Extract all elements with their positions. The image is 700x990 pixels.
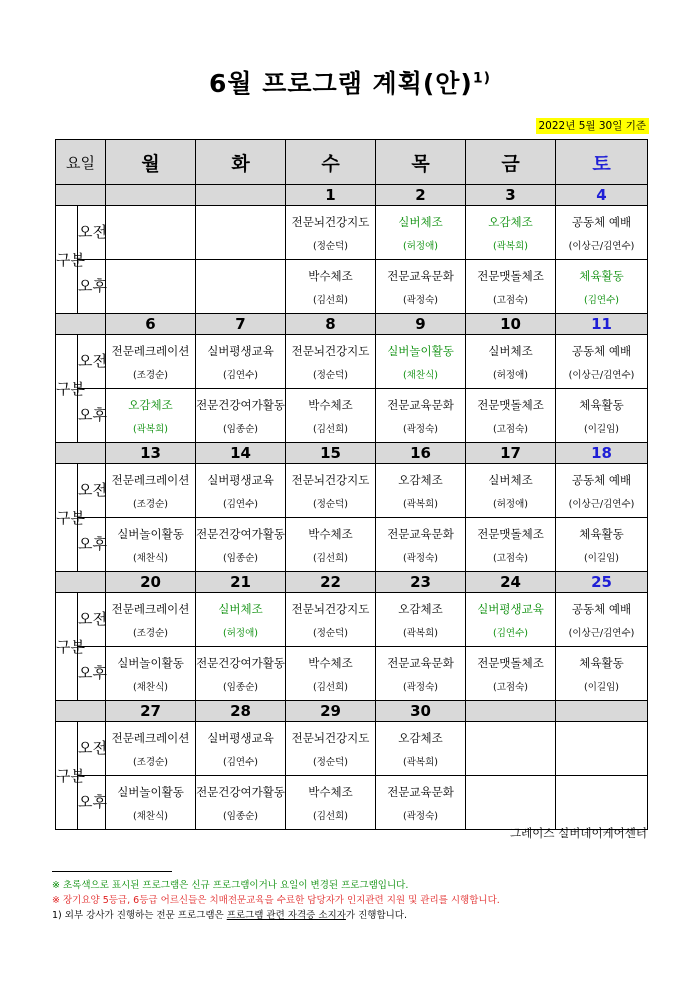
note-instructor-prefix: 1) 외부 강사가 진행하는 전문 프로그램은 xyxy=(52,910,227,921)
program-cell xyxy=(196,206,286,260)
pm-row xyxy=(56,776,648,830)
program-name: 실버평생교육 xyxy=(207,730,274,745)
program-name: 박수체조 xyxy=(308,268,353,283)
date-cell-fri: 24 xyxy=(466,572,556,593)
program-name: 실버체조 xyxy=(488,472,533,487)
program-name: 전문맷돌체조 xyxy=(477,397,544,412)
program-cell xyxy=(376,776,466,830)
header-day-thu: 목 xyxy=(376,140,466,185)
program-cell xyxy=(196,260,286,314)
program-name: 오감체조 xyxy=(128,397,173,412)
instructor-name: (곽정숙) xyxy=(403,681,438,693)
program-name: 전문레크레이션 xyxy=(111,343,190,358)
notes xyxy=(52,878,500,923)
program-cell xyxy=(556,260,648,314)
header-day-sat: 토 xyxy=(556,140,648,185)
program-name: 박수체조 xyxy=(308,526,353,541)
header-label: 요일 xyxy=(56,140,106,185)
instructor-name: (이상근/김연수) xyxy=(568,498,635,510)
pm-label: 오후 xyxy=(78,518,106,572)
program-name: 전문레크레이션 xyxy=(111,472,190,487)
date-cell-mon: 13 xyxy=(106,443,196,464)
program-name: 실버평생교육 xyxy=(477,601,544,616)
program-cell xyxy=(556,206,648,260)
note-new-program: ※ 초록색으로 표시된 프로그램은 신규 프로그램이거나 요일이 변경된 프로그램입니다. xyxy=(52,880,409,891)
program-cell xyxy=(196,389,286,443)
am-row xyxy=(56,593,648,647)
am-row xyxy=(56,206,648,260)
title-footnote-mark: 1) xyxy=(472,70,491,87)
program-cell xyxy=(286,518,376,572)
date-cell-tue: 14 xyxy=(196,443,286,464)
instructor-name: (김연수) xyxy=(223,498,258,510)
date-cell-sat: 18 xyxy=(556,443,648,464)
instructor-name: (정순덕) xyxy=(313,627,348,639)
program-name: 전문교육문화 xyxy=(387,784,454,799)
date-row xyxy=(56,572,648,593)
program-name: 오감체조 xyxy=(488,214,533,229)
program-cell xyxy=(466,647,556,701)
instructor-name: (조경순) xyxy=(133,369,168,381)
program-cell xyxy=(196,722,286,776)
schedule-table xyxy=(55,139,648,830)
program-cell xyxy=(466,518,556,572)
program-cell xyxy=(286,389,376,443)
program-cell xyxy=(196,647,286,701)
instructor-name: (임종순) xyxy=(223,810,258,822)
instructor-name: (곽정숙) xyxy=(403,294,438,306)
date-cell-mon: 6 xyxy=(106,314,196,335)
program-cell xyxy=(286,593,376,647)
instructor-name: (이길임) xyxy=(584,423,619,435)
instructor-name: (곽복희) xyxy=(403,756,438,768)
program-cell xyxy=(376,206,466,260)
date-row xyxy=(56,314,648,335)
instructor-name: (이상근/김연수) xyxy=(568,627,635,639)
date-row-blank xyxy=(56,443,106,464)
program-name: 전문건강여가활동 xyxy=(196,655,285,670)
pm-label: 오후 xyxy=(78,647,106,701)
date-cell-mon xyxy=(106,185,196,206)
am-label: 오전 xyxy=(78,335,106,389)
instructor-name: (고점숙) xyxy=(493,681,528,693)
date-cell-thu: 9 xyxy=(376,314,466,335)
program-cell xyxy=(466,260,556,314)
instructor-name: (곽복희) xyxy=(493,240,528,252)
pm-label: 오후 xyxy=(78,389,106,443)
instructor-name: (고점숙) xyxy=(493,423,528,435)
pm-row xyxy=(56,260,648,314)
program-cell xyxy=(106,722,196,776)
am-row xyxy=(56,722,648,776)
header-row xyxy=(56,140,648,185)
program-name: 박수체조 xyxy=(308,397,353,412)
pm-label: 오후 xyxy=(78,776,106,830)
program-cell xyxy=(466,722,556,776)
date-cell-sat: 4 xyxy=(556,185,648,206)
program-name: 전문건강여가활동 xyxy=(196,784,285,799)
instructor-name: (이상근/김연수) xyxy=(568,240,635,252)
header-day-mon: 월 xyxy=(106,140,196,185)
note-instructor-suffix: 가 진행합니다. xyxy=(345,910,407,921)
header-day-tue: 화 xyxy=(196,140,286,185)
instructor-name: (허정애) xyxy=(493,498,528,510)
program-cell xyxy=(106,593,196,647)
program-cell xyxy=(106,206,196,260)
instructor-name: (임종순) xyxy=(223,423,258,435)
basis-date: 2022년 5월 30일 기준 xyxy=(536,118,650,134)
program-name: 공동체 예배 xyxy=(571,343,632,358)
date-row-blank xyxy=(56,185,106,206)
date-row xyxy=(56,701,648,722)
program-cell xyxy=(556,593,648,647)
program-cell xyxy=(376,260,466,314)
program-name: 박수체조 xyxy=(308,784,353,799)
program-cell xyxy=(196,776,286,830)
program-cell xyxy=(376,647,466,701)
program-cell xyxy=(466,389,556,443)
program-cell xyxy=(556,335,648,389)
program-cell xyxy=(556,776,648,830)
instructor-name: (곽복희) xyxy=(133,423,168,435)
instructor-name: (고점숙) xyxy=(493,552,528,564)
date-cell-wed: 29 xyxy=(286,701,376,722)
program-name: 체육활동 xyxy=(579,268,624,283)
date-row xyxy=(56,185,648,206)
program-cell xyxy=(466,206,556,260)
instructor-name: (임종순) xyxy=(223,681,258,693)
program-name: 실버체조 xyxy=(398,214,443,229)
instructor-name: (김연수) xyxy=(223,369,258,381)
program-name: 전문레크레이션 xyxy=(111,601,190,616)
program-name: 전문교육문화 xyxy=(387,526,454,541)
instructor-name: (이상근/김연수) xyxy=(568,369,635,381)
instructor-name: (김선희) xyxy=(313,681,348,693)
program-name: 전문맷돌체조 xyxy=(477,526,544,541)
instructor-name: (채찬식) xyxy=(133,681,168,693)
instructor-name: (채찬식) xyxy=(133,810,168,822)
date-cell-wed: 15 xyxy=(286,443,376,464)
instructor-name: (정순덕) xyxy=(313,240,348,252)
gubun-label: 구분 xyxy=(56,464,78,572)
program-name: 전문뇌건강지도 xyxy=(291,214,370,229)
program-cell xyxy=(556,464,648,518)
program-name: 박수체조 xyxy=(308,655,353,670)
am-label: 오전 xyxy=(78,464,106,518)
program-cell xyxy=(286,647,376,701)
instructor-name: (조경순) xyxy=(133,498,168,510)
program-name: 실버평생교육 xyxy=(207,472,274,487)
instructor-name: (정순덕) xyxy=(313,369,348,381)
program-cell xyxy=(376,335,466,389)
program-name: 공동체 예배 xyxy=(571,214,632,229)
instructor-name: (정순덕) xyxy=(313,498,348,510)
program-name: 공동체 예배 xyxy=(571,472,632,487)
program-cell xyxy=(106,260,196,314)
header-day-fri: 금 xyxy=(466,140,556,185)
header-day-wed: 수 xyxy=(286,140,376,185)
instructor-name: (고점숙) xyxy=(493,294,528,306)
instructor-name: (조경순) xyxy=(133,627,168,639)
date-cell-fri: 3 xyxy=(466,185,556,206)
program-name: 체육활동 xyxy=(579,526,624,541)
pm-row xyxy=(56,647,648,701)
date-cell-tue: 21 xyxy=(196,572,286,593)
program-name: 전문뇌건강지도 xyxy=(291,601,370,616)
program-cell xyxy=(106,389,196,443)
instructor-name: (김연수) xyxy=(493,627,528,639)
gubun-label: 구분 xyxy=(56,593,78,701)
date-cell-tue: 28 xyxy=(196,701,286,722)
instructor-name: (김선희) xyxy=(313,810,348,822)
program-cell xyxy=(106,647,196,701)
instructor-name: (김선희) xyxy=(313,423,348,435)
program-cell xyxy=(376,464,466,518)
date-cell-sat: 11 xyxy=(556,314,648,335)
instructor-name: (정순덕) xyxy=(313,756,348,768)
gubun-label: 구분 xyxy=(56,335,78,443)
program-cell xyxy=(106,464,196,518)
program-cell xyxy=(376,722,466,776)
instructor-name: (곽정숙) xyxy=(403,552,438,564)
program-name: 오감체조 xyxy=(398,601,443,616)
am-label: 오전 xyxy=(78,722,106,776)
program-cell xyxy=(466,335,556,389)
note-instructor xyxy=(52,908,500,923)
note-instructor-underlined: 프로그램 관련 자격증 소지자 xyxy=(226,910,346,921)
program-cell xyxy=(376,593,466,647)
am-label: 오전 xyxy=(78,206,106,260)
date-row-blank xyxy=(56,572,106,593)
gubun-label: 구분 xyxy=(56,722,78,830)
date-cell-thu: 30 xyxy=(376,701,466,722)
program-cell xyxy=(376,389,466,443)
organization-name: 그레이스 실버데이케어센터 xyxy=(510,826,647,840)
date-cell-thu: 23 xyxy=(376,572,466,593)
program-cell xyxy=(286,260,376,314)
am-label: 오전 xyxy=(78,593,106,647)
program-cell xyxy=(106,776,196,830)
date-cell-tue: 7 xyxy=(196,314,286,335)
program-name: 전문뇌건강지도 xyxy=(291,343,370,358)
instructor-name: (허정애) xyxy=(403,240,438,252)
instructor-name: (곽정숙) xyxy=(403,810,438,822)
program-name: 전문교육문화 xyxy=(387,268,454,283)
program-cell xyxy=(286,776,376,830)
program-cell xyxy=(196,518,286,572)
am-row xyxy=(56,335,648,389)
instructor-name: (임종순) xyxy=(223,552,258,564)
pm-row xyxy=(56,518,648,572)
gubun-label: 구분 xyxy=(56,206,78,314)
program-name: 체육활동 xyxy=(579,397,624,412)
program-cell xyxy=(286,464,376,518)
program-cell xyxy=(556,722,648,776)
program-cell xyxy=(286,206,376,260)
instructor-name: (곽정숙) xyxy=(403,423,438,435)
program-cell xyxy=(196,335,286,389)
program-cell xyxy=(556,389,648,443)
am-row xyxy=(56,464,648,518)
date-cell-thu: 2 xyxy=(376,185,466,206)
date-row xyxy=(56,443,648,464)
program-name: 전문맷돌체조 xyxy=(477,268,544,283)
date-cell-mon: 27 xyxy=(106,701,196,722)
date-cell-fri xyxy=(466,701,556,722)
date-cell-fri: 10 xyxy=(466,314,556,335)
program-name: 전문레크레이션 xyxy=(111,730,190,745)
instructor-name: (곽복희) xyxy=(403,627,438,639)
instructor-name: (김선희) xyxy=(313,552,348,564)
instructor-name: (조경순) xyxy=(133,756,168,768)
date-cell-wed: 22 xyxy=(286,572,376,593)
date-cell-thu: 16 xyxy=(376,443,466,464)
program-name: 공동체 예배 xyxy=(571,601,632,616)
date-cell-wed: 8 xyxy=(286,314,376,335)
program-name: 전문건강여가활동 xyxy=(196,397,285,412)
program-cell xyxy=(286,722,376,776)
date-cell-mon: 20 xyxy=(106,572,196,593)
pm-label: 오후 xyxy=(78,260,106,314)
program-cell xyxy=(196,593,286,647)
program-cell xyxy=(106,518,196,572)
instructor-name: (곽복희) xyxy=(403,498,438,510)
program-name: 실버놀이활동 xyxy=(117,526,184,541)
program-name: 오감체조 xyxy=(398,730,443,745)
instructor-name: (이길임) xyxy=(584,681,619,693)
program-name: 전문교육문화 xyxy=(387,655,454,670)
program-name: 전문뇌건강지도 xyxy=(291,472,370,487)
program-name: 전문뇌건강지도 xyxy=(291,730,370,745)
date-cell-fri: 17 xyxy=(466,443,556,464)
program-name: 전문교육문화 xyxy=(387,397,454,412)
program-name: 전문건강여가활동 xyxy=(196,526,285,541)
date-cell-tue xyxy=(196,185,286,206)
program-cell xyxy=(556,518,648,572)
page-title xyxy=(0,64,700,100)
program-name: 실버평생교육 xyxy=(207,343,274,358)
program-cell xyxy=(466,464,556,518)
instructor-name: (허정애) xyxy=(493,369,528,381)
date-row-blank xyxy=(56,314,106,335)
title-text: 6월 프로그램 계획(안) xyxy=(209,69,473,98)
program-cell xyxy=(106,335,196,389)
program-cell xyxy=(376,518,466,572)
instructor-name: (채찬식) xyxy=(133,552,168,564)
program-name: 체육활동 xyxy=(579,655,624,670)
footnote-divider xyxy=(52,871,172,872)
note-dementia: ※ 장기요양 5등급, 6등급 어르신들은 치매전문교육을 수료한 담당자가 인지관련 지원 및 관리를 시행합니다. xyxy=(52,895,500,906)
program-name: 오감체조 xyxy=(398,472,443,487)
instructor-name: (김연수) xyxy=(584,294,619,306)
date-cell-sat: 25 xyxy=(556,572,648,593)
date-cell-sat xyxy=(556,701,648,722)
program-name: 실버놀이활동 xyxy=(117,784,184,799)
program-name: 실버놀이활동 xyxy=(387,343,454,358)
instructor-name: (이길임) xyxy=(584,552,619,564)
program-name: 전문맷돌체조 xyxy=(477,655,544,670)
program-cell xyxy=(196,464,286,518)
program-name: 실버체조 xyxy=(488,343,533,358)
program-cell xyxy=(466,776,556,830)
instructor-name: (김연수) xyxy=(223,756,258,768)
program-cell xyxy=(466,593,556,647)
schedule-body xyxy=(56,185,648,830)
program-name: 실버체조 xyxy=(218,601,263,616)
pm-row xyxy=(56,389,648,443)
instructor-name: (채찬식) xyxy=(403,369,438,381)
program-name: 실버놀이활동 xyxy=(117,655,184,670)
program-cell xyxy=(556,647,648,701)
instructor-name: (허정애) xyxy=(223,627,258,639)
instructor-name: (김선희) xyxy=(313,294,348,306)
date-row-blank xyxy=(56,701,106,722)
date-cell-wed: 1 xyxy=(286,185,376,206)
program-cell xyxy=(286,335,376,389)
